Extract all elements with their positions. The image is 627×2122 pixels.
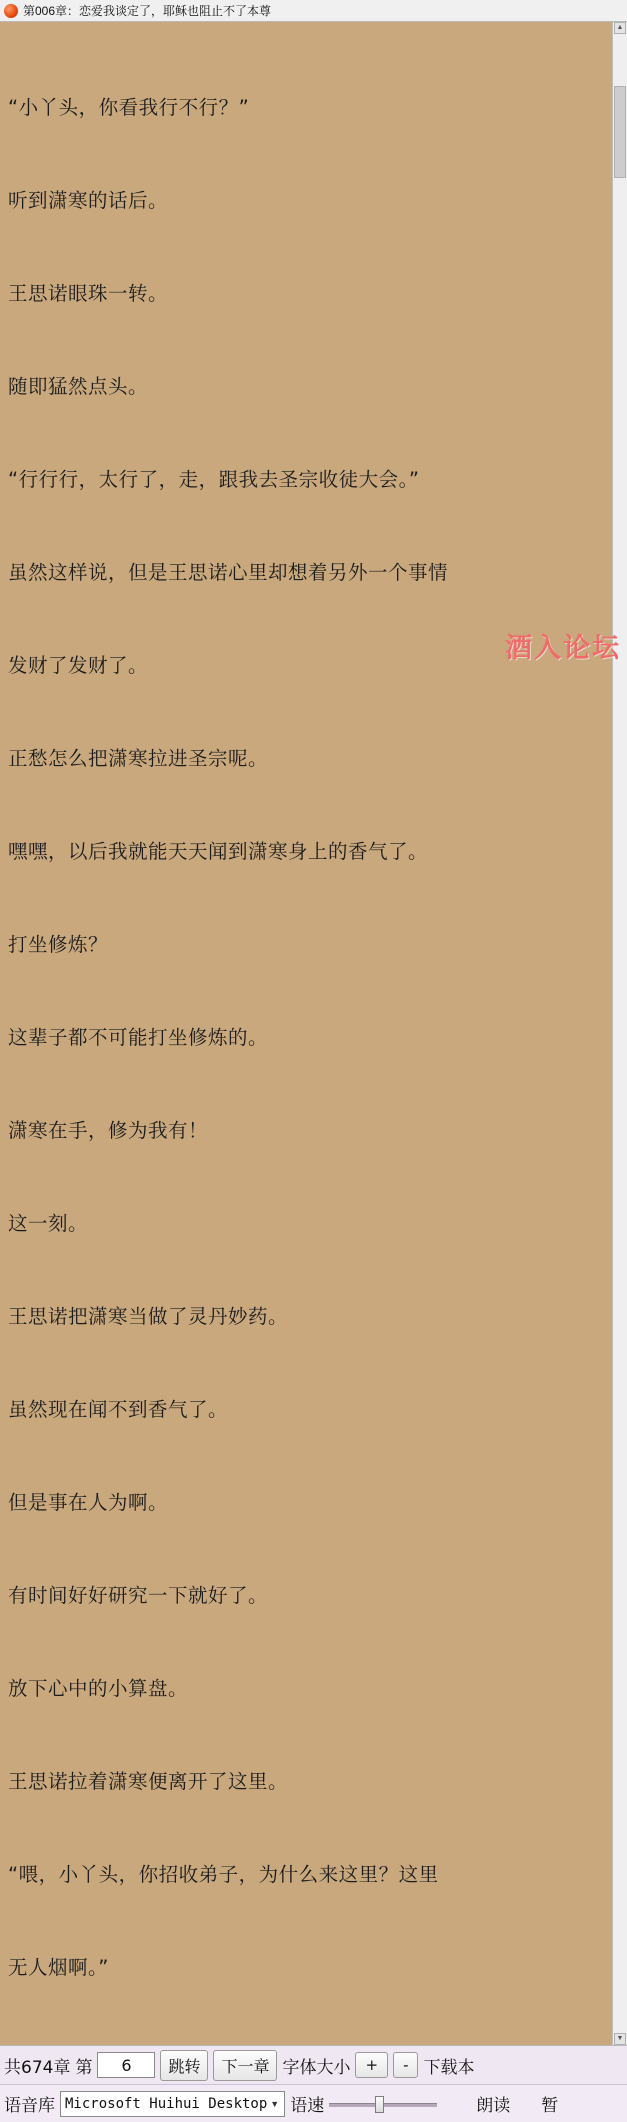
read-button[interactable]: 朗读 — [476, 2096, 511, 2116]
goto-button[interactable]: 跳转 — [160, 2050, 208, 2081]
speed-slider[interactable] — [329, 2091, 437, 2117]
voice-select[interactable] — [60, 2091, 285, 2117]
window-title: 第006章：恋爱我谈定了，耶稣也阻止不了本尊 — [23, 4, 272, 18]
speed-label: 语速 — [290, 2096, 325, 2116]
watermark: 酒入论坛 — [505, 633, 621, 664]
scrollbar-thumb[interactable] — [614, 86, 626, 178]
scroll-down-icon[interactable]: ▼ — [614, 2033, 626, 2045]
speed-slider-knob[interactable] — [375, 2096, 384, 2113]
reader-line: 正愁怎么把潇寒拉进圣宗呢。 — [8, 747, 269, 770]
reader-line: 听到潇寒的话后。 — [8, 189, 169, 212]
reader-line: 王思诺拉着潇寒便离开了这里。 — [8, 1770, 289, 1793]
reader-line: 发财了发财了。 — [8, 654, 149, 677]
download-button[interactable]: 下载本 — [423, 2057, 475, 2078]
chevron-down-icon[interactable]: ▼ — [270, 2098, 280, 2109]
total-chapters-label: 共674章 — [4, 2057, 71, 2078]
scroll-up-icon[interactable]: ▲ — [614, 22, 626, 34]
reader-line: “小丫头，你看我行不行？” — [8, 96, 250, 119]
reader-line: 王思诺把潇寒当做了灵丹妙药。 — [8, 1305, 289, 1328]
voice-select-value: Microsoft Huihui Desktop — [65, 2095, 268, 2112]
reader-line: 潇寒在手，修为我有！ — [8, 1119, 209, 1142]
reader-line: 随即猛然点头。 — [8, 375, 149, 398]
voice-control-row — [0, 2084, 627, 2122]
chapter-prefix-label: 第 — [75, 2057, 93, 2078]
voice-library-label: 语音库 — [4, 2096, 55, 2116]
next-chapter-button[interactable]: 下一章 — [213, 2050, 277, 2081]
reader-line: 这辈子都不可能打坐修炼的。 — [8, 1026, 269, 1049]
app-icon — [4, 4, 18, 18]
chapter-control-row — [0, 2046, 627, 2084]
reader-line: 虽然这样说，但是王思诺心里却想着另外一个事情 — [8, 561, 449, 584]
reader-line: “行行行，太行了，走，跟我去圣宗收徒大会。” — [8, 468, 420, 491]
reader-line: 王思诺眼珠一转。 — [8, 282, 169, 305]
reader-line: 放下心中的小算盘。 — [8, 1677, 189, 1700]
chapter-number-input[interactable]: 6 — [97, 2052, 155, 2078]
font-size-label: 字体大小 — [282, 2057, 351, 2078]
reader-line: 但是事在人为啊。 — [8, 1491, 169, 1514]
reader-line: 无人烟啊。” — [8, 1956, 109, 1979]
reader-pane[interactable] — [0, 22, 627, 2045]
reader-line: 虽然现在闻不到香气了。 — [8, 1398, 229, 1421]
title-bar — [0, 0, 627, 22]
control-panel — [0, 2045, 627, 2122]
reader-line: “喂，小丫头，你招收弟子，为什么来这里？这里 — [8, 1863, 439, 1886]
reader-text — [8, 30, 621, 2045]
font-increase-button[interactable]: + — [355, 2052, 388, 2078]
pause-button[interactable]: 暂 — [541, 2096, 559, 2116]
reader-line: 这一刻。 — [8, 1212, 89, 1235]
font-decrease-button[interactable]: - — [393, 2052, 418, 2078]
reader-line: 有时间好好研究一下就好了。 — [8, 1584, 269, 1607]
reader-line: 嘿嘿，以后我就能天天闻到潇寒身上的香气了。 — [8, 840, 429, 863]
reader-line: 打坐修炼？ — [8, 933, 109, 956]
vertical-scrollbar[interactable] — [612, 22, 627, 2045]
